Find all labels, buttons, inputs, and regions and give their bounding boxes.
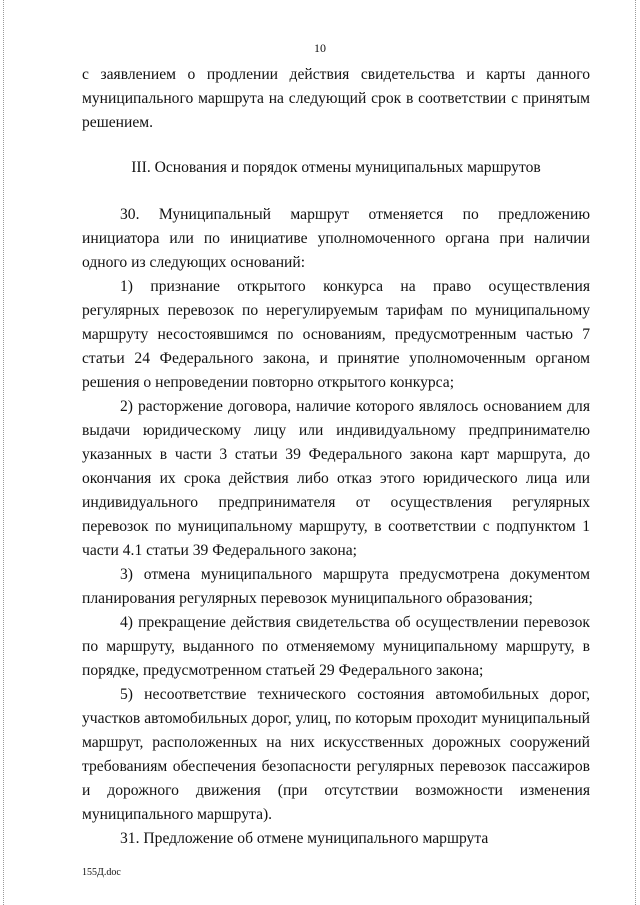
list-item-5: 5) несоответствие технического состояния автомобильных дорог, участков автомобильных дорог, улиц, по которым проходит муниципальный маршрут, расположенных на них искусственных дорожных сооружений требованиям обеспечения безопасности регулярных перевозок пассажиров и дорожного движения (при отсутствии возможности изменения муниципального маршрута). (82, 686, 590, 823)
continuation-paragraph: с заявлением о продлении действия свидетельства и карты данного муниципального маршрута на следующий срок в соответствии с принятым решением. (82, 66, 590, 131)
footer-filename: 155Д.doc (82, 867, 121, 878)
list-item-3: 3) отмена муниципального маршрута предусмотрена документом планирования регулярных перевозок муниципального образования; (82, 566, 590, 607)
list-item-1: 1) признание открытого конкурса на право осуществления регулярных перевозок по нерегулируемым тарифам по муниципальному маршруту несостоявшимся по основаниям, предусмотренным частью 7 статьи 24 Федерального закона, и принятие уполномоченным органом решения о непроведении повторно открытого конкурса; (82, 278, 590, 391)
page-edge-right (635, 0, 637, 905)
page-number: 10 (314, 41, 326, 55)
section-heading: III. Основания и порядок отмены муниципальных маршрутов (131, 159, 541, 176)
paragraph-31: 31. Предложение об отмене муниципального маршрута (120, 830, 489, 847)
page-edge-left (3, 0, 5, 905)
list-item-2: 2) расторжение договора, наличие которого являлось основанием для выдачи юридическому лицу или индивидуальному предпринимателю указанных в части 3 статьи 39 Федерального закона карт маршрута, до окончания их срока действия либо отказ этого юридического лица или индивидуального предпринимателя от осуществления регулярных перевозок по муниципальному маршруту, в соответствии с подпунктом 1 части 4.1 статьи 39 Федерального закона; (82, 398, 590, 559)
list-item-4: 4) прекращение действия свидетельства об осуществлении перевозок по маршруту, выданного по отменяемому муниципальному маршруту, в порядке, предусмотренном статьей 29 Федерального закона; (82, 614, 590, 679)
continuation-block (82, 63, 590, 135)
main-text-block (82, 203, 590, 851)
paragraph-30: 30. Муниципальный маршрут отменяется по предложению инициатора или по инициативе уполномоченного органа при наличии одного из следующих оснований: (82, 206, 590, 271)
